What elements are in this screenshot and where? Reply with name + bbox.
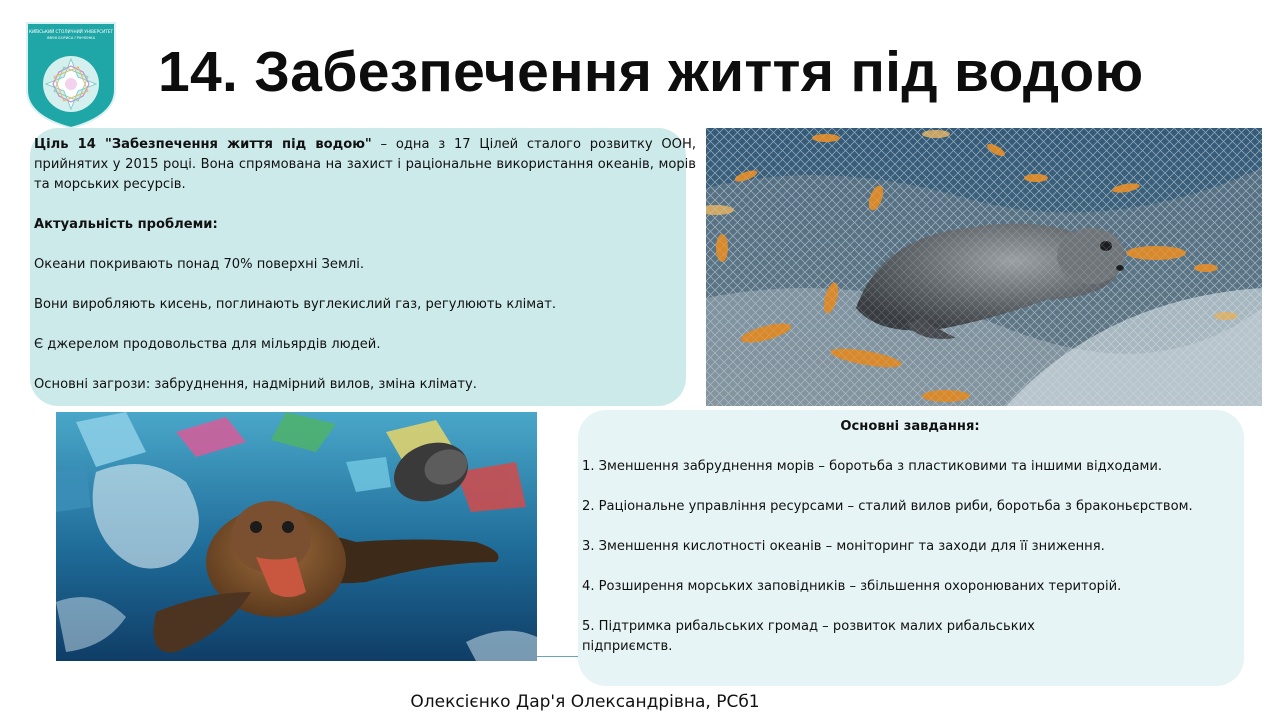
- seal-in-nets-photo: [706, 128, 1262, 406]
- task-item: 1. Зменшення забруднення морів – боротьба з пластиковими та іншими відходами.: [582, 459, 1163, 474]
- tasks-heading: Основні завдання:: [840, 419, 980, 434]
- task-item: 5. Підтримка рибальських громад – розвиток малих рибальських: [582, 619, 1035, 634]
- task-item: 4. Розширення морських заповідників – збільшення охоронюваних територій.: [582, 579, 1122, 594]
- fact-oxygen-climate: Вони виробляють кисень, поглинають вуглекислий газ, регулюють клімат.: [34, 297, 556, 312]
- intro-box: [30, 128, 696, 406]
- task-item: 3. Зменшення кислотності океанів – моніторинг та заходи для її зниження.: [582, 539, 1105, 554]
- fact-threats: Основні загрози: забруднення, надмірний вилов, зміна клімату.: [34, 377, 477, 392]
- slide-title: 14. Забезпечення життя під водою: [158, 40, 1144, 104]
- fact-food-source: Є джерелом продовольства для мільярдів людей.: [34, 337, 381, 352]
- university-logo: [24, 20, 118, 130]
- logo-text-line-2: ІМЕНІ БОРИСА ГРІНЧЕНКА: [46, 36, 96, 40]
- relevance-heading: Актуальність проблеми:: [34, 217, 218, 232]
- connector-line: [537, 656, 581, 657]
- turtle-with-plastic-photo: [56, 412, 537, 661]
- logo-text-line-1: КИЇВСЬКИЙ СТОЛИЧНИЙ УНІВЕРСИТЕТ: [28, 29, 114, 34]
- goal-name: Ціль 14 "Забезпечення життя під водою": [34, 137, 372, 152]
- author-footer: Олексієнко Дар'я Олександрівна, РСб1: [410, 692, 760, 712]
- goal-description: – одна з 17 Цілей сталого розвитку ООН, прийнятих у 2015 році. Вона спрямована на захист і раціональне використання океанів, морів та морських ресурсів.: [34, 137, 696, 192]
- fact-oceans-coverage: Океани покривають понад 70% поверхні Землі.: [34, 257, 364, 272]
- task-item-continuation: підприємств.: [582, 639, 673, 654]
- intro-lead: [34, 135, 696, 195]
- tasks-box: [578, 410, 1244, 686]
- task-item: 2. Раціональне управління ресурсами – сталий вилов риби, боротьба з браконьєрством.: [582, 499, 1193, 514]
